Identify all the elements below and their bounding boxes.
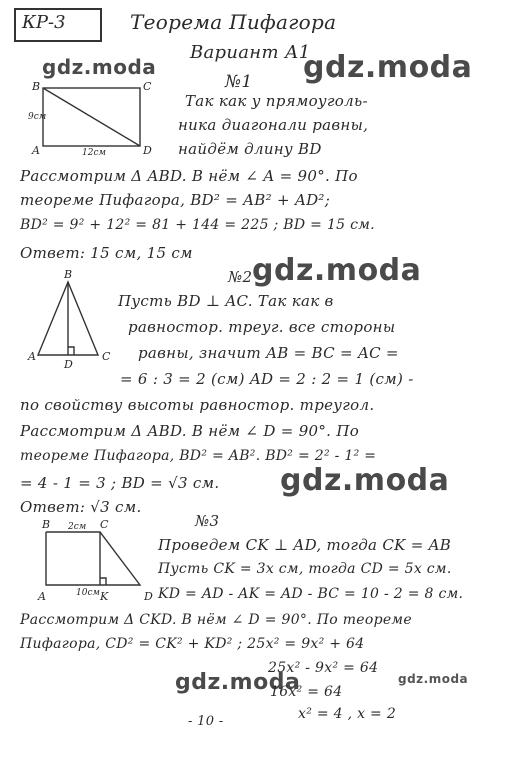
task-number: №2 (228, 268, 253, 286)
task-line: по свойству высоты равностор. треугол. (20, 396, 375, 414)
vertex-label: A (32, 144, 40, 157)
vertex-label: B (32, 80, 41, 93)
task-line: Так как у прямоуголь- (185, 92, 368, 110)
task-line: равны, значит AB = BC = AC = (138, 344, 399, 362)
vertex-label: B (64, 268, 73, 281)
side-label: 9см (28, 112, 47, 122)
task-line: Пусть CK = 3x см, тогда CD = 5x см. (158, 561, 452, 577)
task-line: ника диагонали равны, (178, 116, 369, 134)
task-line: = 4 - 1 = 3 ; BD = √3 см. (20, 474, 220, 492)
watermark: gdz.moda (42, 55, 157, 79)
task-line: = 6 : 3 = 2 (см) AD = 2 : 2 = 1 (см) - (120, 370, 414, 388)
page-number: - 10 - (188, 714, 224, 729)
task-line: Рассмотрим Δ ABD. В нём ∠ D = 90°. По (20, 422, 360, 440)
task-line: теореме Пифагора, BD² = AB² + AD²; (20, 191, 331, 209)
vertex-label: K (100, 590, 109, 603)
task-line: 16x² = 64 (270, 684, 343, 700)
task-number: №3 (195, 512, 220, 530)
vertex-label: B (42, 518, 51, 531)
page-title: Теорема Пифагора (130, 10, 337, 34)
watermark: gdz.moda (398, 672, 469, 686)
task-number: №1 (225, 72, 253, 92)
watermark: gdz.moda (252, 253, 422, 288)
watermark: gdz.moda (175, 670, 301, 695)
vertex-label: A (28, 350, 36, 363)
task-line: x² = 4 , x = 2 (298, 706, 397, 722)
side-label: 10см (76, 588, 100, 598)
vertex-label: C (102, 350, 111, 363)
vertex-label: C (143, 80, 152, 93)
vertex-label: D (144, 590, 153, 603)
task-line: равностор. треуг. все стороны (128, 318, 396, 336)
side-label: 2см (68, 522, 87, 532)
task-answer: Ответ: √3 см. (20, 498, 142, 516)
variant-label: Вариант А1 (190, 42, 311, 63)
task-line: теореме Пифагора, BD² = AB². BD² = 2² - 1² = (20, 448, 377, 464)
task-line: Проведем CK ⊥ AD, тогда CK = AB (158, 536, 452, 554)
vertex-label: C (100, 518, 109, 531)
watermark: gdz.moda (280, 463, 450, 498)
task-line: 25x² - 9x² = 64 (268, 660, 379, 676)
vertex-label: D (64, 358, 73, 371)
side-label: 12см (82, 148, 106, 158)
vertex-label: D (143, 144, 152, 157)
task-line: Рассмотрим Δ ABD. В нём ∠ A = 90°. По (20, 167, 358, 185)
variant-box-label: КР-3 (22, 12, 66, 33)
vertex-label: A (38, 590, 46, 603)
task-line: KD = AD - AK = AD - BC = 10 - 2 = 8 см. (158, 586, 464, 602)
task-line: Пусть BD ⊥ AC. Так как в (118, 292, 334, 310)
watermark: gdz.moda (303, 50, 473, 85)
task-line: найдём длину BD (178, 140, 322, 158)
task-line: Рассмотрим Δ CKD. В нём ∠ D = 90°. По теореме (20, 612, 412, 628)
task-line: BD² = 9² + 12² = 81 + 144 = 225 ; BD = 15 см. (20, 217, 375, 233)
task-answer: Ответ: 15 см, 15 см (20, 244, 193, 262)
task-line: Пифагора, CD² = CK² + KD² ; 25x² = 9x² + 64 (20, 636, 365, 652)
